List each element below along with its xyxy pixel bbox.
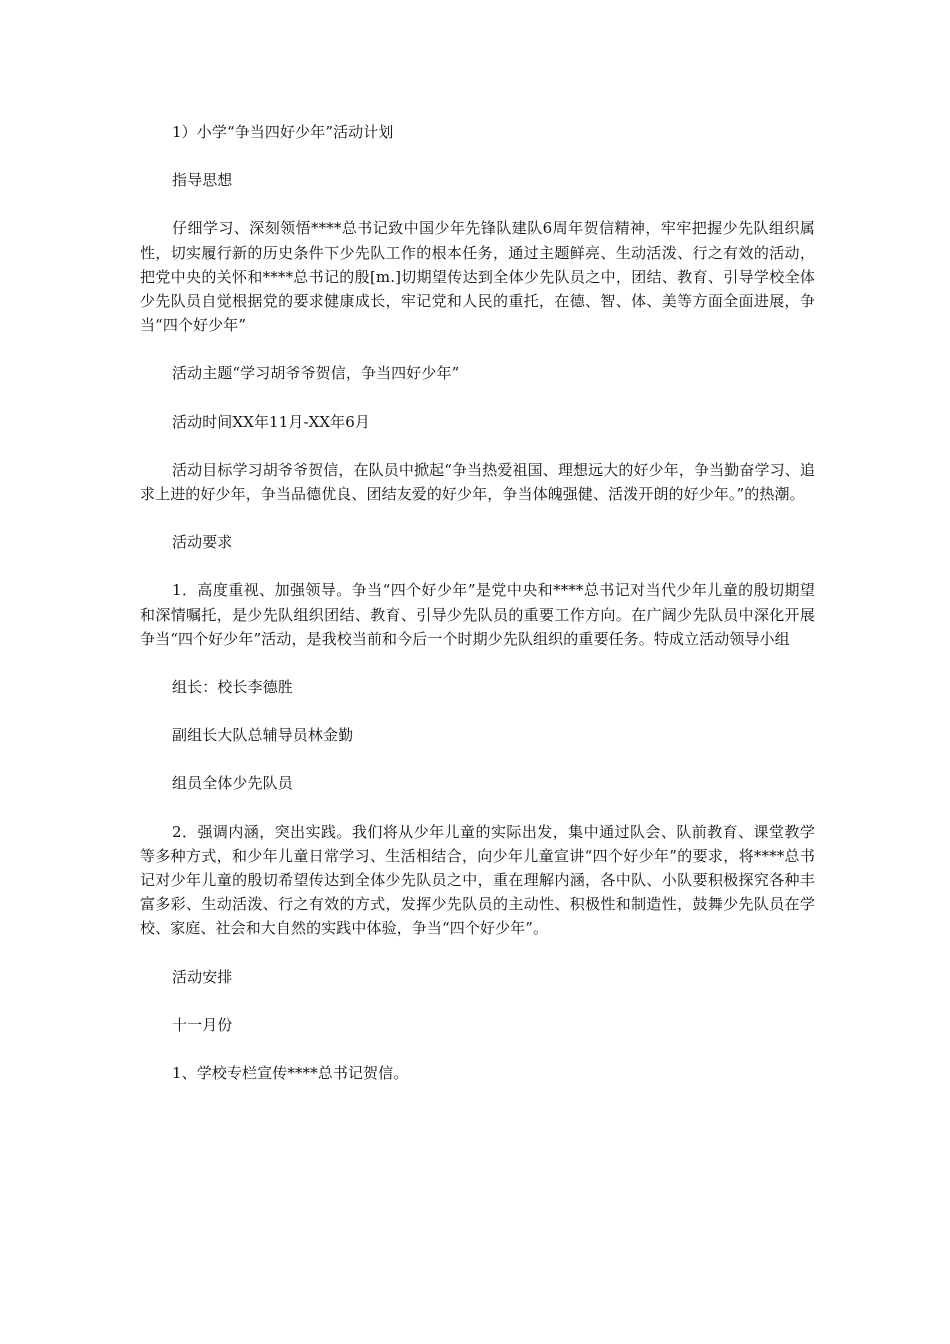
activity-goal: 活动目标学习胡爷爷贺信，在队员中掀起“争当热爱祖国、理想远大的好少年，争当勤奋学习、追求上进的好少年，争当品德优良、团结友爱的好少年，争当体魄强健、活泼开朗的好少年。”的热潮。 [140,460,815,504]
arrangement-item-1: 1、学校专栏宣传****总书记贺信。 [172,1064,409,1083]
activity-time: 活动时间XX年11月-XX年6月 [172,412,371,431]
section-heading-requirements: 活动要求 [172,533,233,552]
document-title: 1）小学“争当四好少年”活动计划 [172,123,394,141]
section-heading-guiding-thought: 指导思想 [172,171,233,190]
deputy-group-leader: 副组长大队总辅导员林金勤 [172,726,354,745]
document-page [140,120,815,1085]
month-heading-november: 十一月份 [172,1015,233,1034]
requirement-1: 1．高度重视、加强领导。争当“四个好少年”是党中央和****总书记对当代少年儿童的殷切期望和深情嘱托，是少先队组织团结、教育、引导少先队员的重要工作方向。在广阔少先队员中深化开展争当“四个好少年”活动，是我校当前和今后一个时期少先队组织的重要任务。特成立活动领导小组 [140,581,815,648]
activity-theme: 活动主题“学习胡爷爷贺信，争当四好少年” [172,364,460,383]
section-heading-arrangement: 活动安排 [172,967,233,986]
group-members: 组员全体少先队员 [172,774,293,793]
paragraph-guiding-thought: 仔细学习、深刻领悟****总书记致中国少年先锋队建队6周年贺信精神，牢牢把握少先队组织属性，切实履行新的历史条件下少先队工作的根本任务，通过主题鲜亮、生动活泼、行之有效的活动，把党中央的关怀和****总书记的殷[m.]切期望传达到全体少先队员之中，团结、教育、引导学校全体少先队员自觉根据党的要求健康成长，牢记党和人民的重托，在德、智、体、美等方面全面进展，争当“四个好少年” [140,219,815,335]
group-leader: 组长：校长李德胜 [172,678,293,697]
requirement-2: 2．强调内涵，突出实践。我们将从少年儿童的实际出发，集中通过队会、队前教育、课堂教学等多种方式，和少年儿童日常学习、生活相结合，向少年儿童宣讲“四个好少年”的要求，将****总书记对少年儿童的殷切希望传达到全体少先队员之中，重在理解内涵，各中队、小队要积极探究各种丰富多彩、生动活泼、行之有效的方式，发挥少先队员的主动性、积极性和制造性，鼓舞少先队员在学校、家庭、社会和大自然的实践中体验，争当“四个好少年”。 [140,822,815,938]
